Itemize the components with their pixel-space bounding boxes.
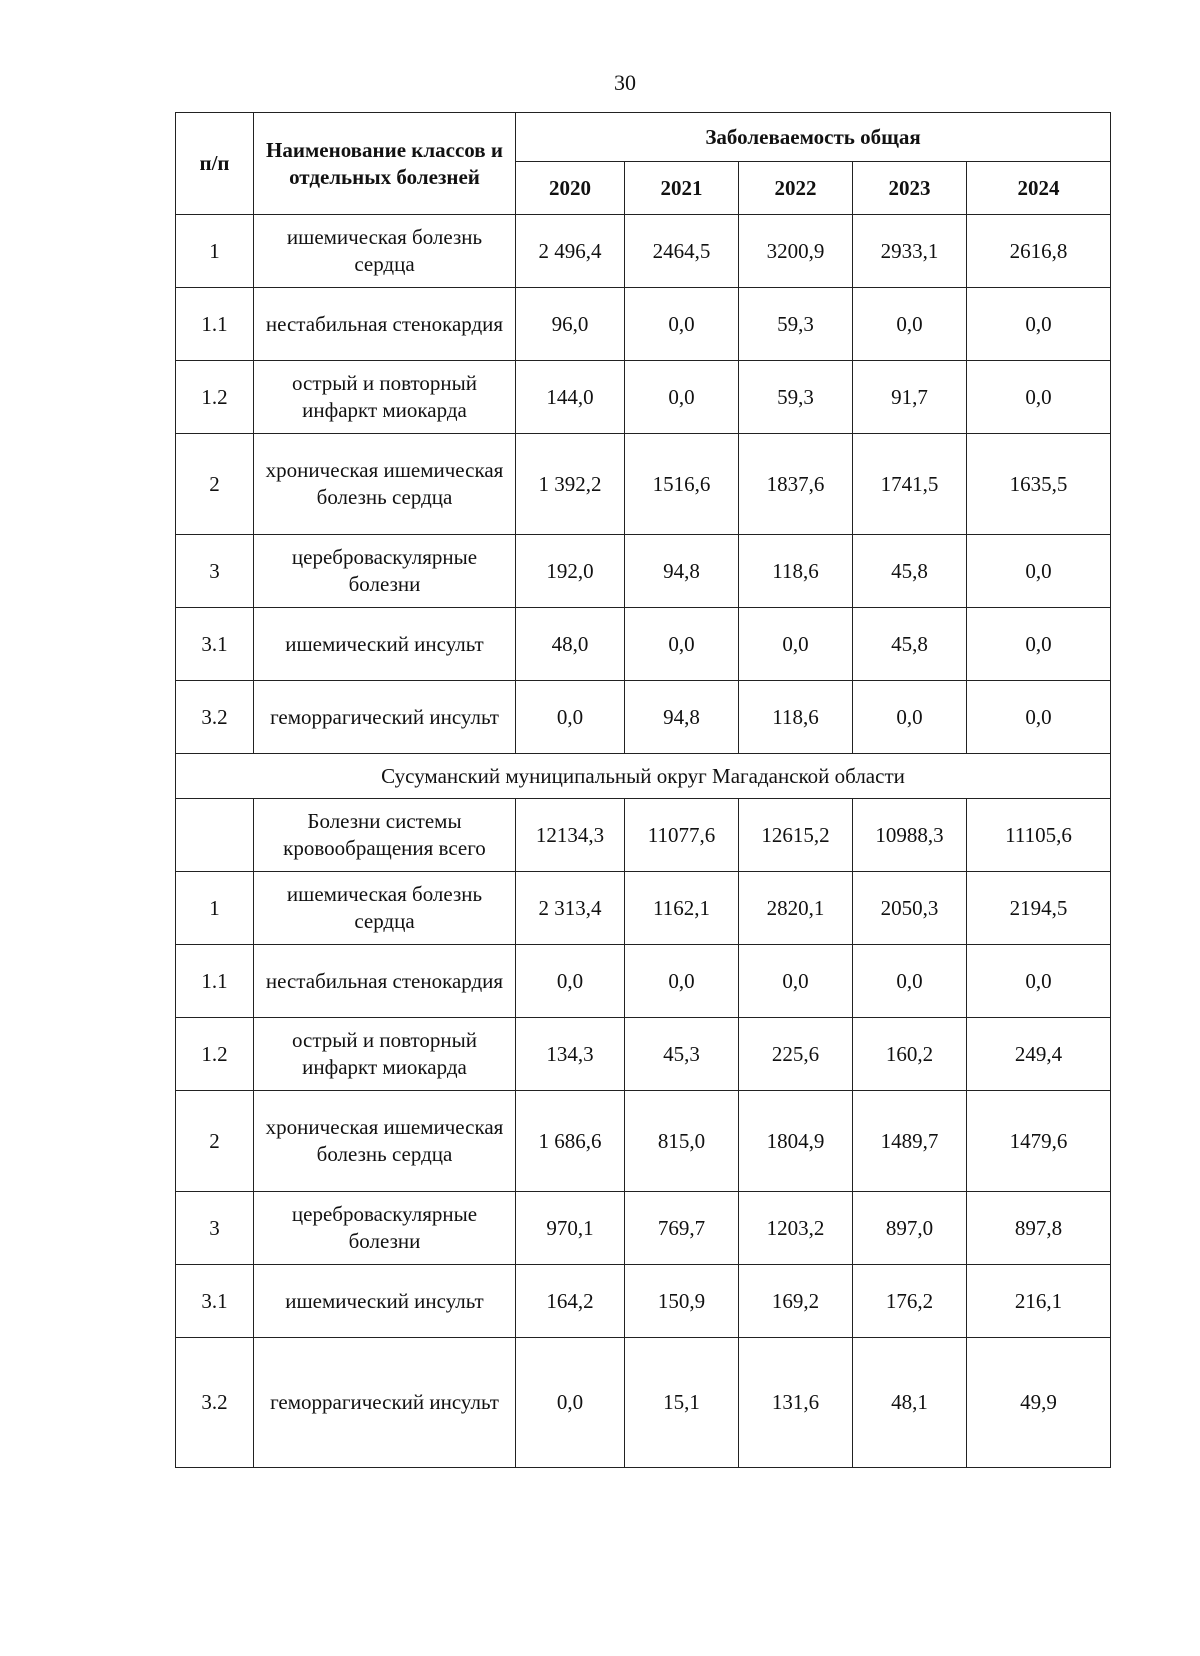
row-num: 1.2 xyxy=(176,1018,254,1091)
row-value: 769,7 xyxy=(625,1192,739,1265)
section-title: Сусуманский муниципальный округ Магаданской области xyxy=(176,754,1111,799)
header-year: 2023 xyxy=(853,162,967,215)
row-name: нестабильная стенокардия xyxy=(254,945,516,1018)
row-value: 150,9 xyxy=(625,1265,739,1338)
row-num xyxy=(176,799,254,872)
header-year: 2022 xyxy=(739,162,853,215)
row-num: 1.1 xyxy=(176,288,254,361)
table-row xyxy=(176,361,1111,434)
row-value: 0,0 xyxy=(853,288,967,361)
row-value: 176,2 xyxy=(853,1265,967,1338)
row-value: 0,0 xyxy=(967,681,1111,754)
row-value: 134,3 xyxy=(516,1018,625,1091)
row-name: ишемический инсульт xyxy=(254,1265,516,1338)
header-year: 2024 xyxy=(967,162,1111,215)
row-num: 3.1 xyxy=(176,608,254,681)
row-value: 1837,6 xyxy=(739,434,853,535)
header-group: Заболеваемость общая xyxy=(516,113,1111,162)
row-value: 0,0 xyxy=(516,681,625,754)
row-name: ишемический инсульт xyxy=(254,608,516,681)
row-value: 131,6 xyxy=(739,1338,853,1468)
row-value: 2933,1 xyxy=(853,215,967,288)
row-value: 1516,6 xyxy=(625,434,739,535)
row-value: 0,0 xyxy=(516,945,625,1018)
row-value: 1635,5 xyxy=(967,434,1111,535)
row-name: ишемическая болезнь сердца xyxy=(254,872,516,945)
table-row xyxy=(176,872,1111,945)
row-value: 0,0 xyxy=(625,608,739,681)
row-value: 815,0 xyxy=(625,1091,739,1192)
row-value: 1 392,2 xyxy=(516,434,625,535)
table-row xyxy=(176,681,1111,754)
row-value: 1804,9 xyxy=(739,1091,853,1192)
row-value: 0,0 xyxy=(967,361,1111,434)
header-name: Наименование классов и отдельных болезней xyxy=(254,113,516,215)
row-value: 45,8 xyxy=(853,608,967,681)
row-num: 3 xyxy=(176,1192,254,1265)
row-value: 94,8 xyxy=(625,535,739,608)
row-value: 48,1 xyxy=(853,1338,967,1468)
row-value: 59,3 xyxy=(739,361,853,434)
table-row xyxy=(176,945,1111,1018)
row-name: хроническая ишемическая болезнь сердца xyxy=(254,1091,516,1192)
row-value: 0,0 xyxy=(853,681,967,754)
header-year: 2020 xyxy=(516,162,625,215)
row-value: 45,8 xyxy=(853,535,967,608)
row-value: 0,0 xyxy=(967,288,1111,361)
row-value: 2464,5 xyxy=(625,215,739,288)
row-name: Болезни системы кровообращения всего xyxy=(254,799,516,872)
row-value: 169,2 xyxy=(739,1265,853,1338)
row-name: нестабильная стенокардия xyxy=(254,288,516,361)
header-year: 2021 xyxy=(625,162,739,215)
table-row xyxy=(176,1091,1111,1192)
row-value: 118,6 xyxy=(739,681,853,754)
table-row xyxy=(176,799,1111,872)
row-name: цереброваскулярные болезни xyxy=(254,535,516,608)
row-name: геморрагический инсульт xyxy=(254,681,516,754)
row-num: 1.1 xyxy=(176,945,254,1018)
row-num: 3.1 xyxy=(176,1265,254,1338)
row-value: 2194,5 xyxy=(967,872,1111,945)
row-value: 0,0 xyxy=(967,535,1111,608)
row-value: 897,8 xyxy=(967,1192,1111,1265)
row-name: цереброваскулярные болезни xyxy=(254,1192,516,1265)
row-value: 1162,1 xyxy=(625,872,739,945)
table-row xyxy=(176,215,1111,288)
row-value: 144,0 xyxy=(516,361,625,434)
row-num: 2 xyxy=(176,434,254,535)
row-value: 59,3 xyxy=(739,288,853,361)
row-num: 2 xyxy=(176,1091,254,1192)
row-num: 3.2 xyxy=(176,1338,254,1468)
table-row xyxy=(176,288,1111,361)
row-value: 0,0 xyxy=(625,361,739,434)
row-value: 0,0 xyxy=(625,945,739,1018)
row-value: 164,2 xyxy=(516,1265,625,1338)
row-value: 2 496,4 xyxy=(516,215,625,288)
row-value: 1741,5 xyxy=(853,434,967,535)
row-value: 249,4 xyxy=(967,1018,1111,1091)
row-value: 0,0 xyxy=(516,1338,625,1468)
row-num: 1.2 xyxy=(176,361,254,434)
header-num: п/п xyxy=(176,113,254,215)
row-value: 2616,8 xyxy=(967,215,1111,288)
table-row xyxy=(176,1265,1111,1338)
row-value: 91,7 xyxy=(853,361,967,434)
row-value: 45,3 xyxy=(625,1018,739,1091)
row-value: 15,1 xyxy=(625,1338,739,1468)
row-value: 48,0 xyxy=(516,608,625,681)
row-value: 0,0 xyxy=(739,608,853,681)
row-name: острый и повторный инфаркт миокарда xyxy=(254,1018,516,1091)
row-value: 96,0 xyxy=(516,288,625,361)
row-value: 192,0 xyxy=(516,535,625,608)
row-value: 118,6 xyxy=(739,535,853,608)
row-value: 10988,3 xyxy=(853,799,967,872)
row-value: 1479,6 xyxy=(967,1091,1111,1192)
section-row xyxy=(176,754,1111,799)
table-row xyxy=(176,608,1111,681)
row-value: 1203,2 xyxy=(739,1192,853,1265)
row-value: 1489,7 xyxy=(853,1091,967,1192)
row-name: острый и повторный инфаркт миокарда xyxy=(254,361,516,434)
row-value: 3200,9 xyxy=(739,215,853,288)
table-row xyxy=(176,1338,1111,1468)
row-value: 94,8 xyxy=(625,681,739,754)
row-num: 3 xyxy=(176,535,254,608)
row-value: 225,6 xyxy=(739,1018,853,1091)
row-name: геморрагический инсульт xyxy=(254,1338,516,1468)
row-num: 1 xyxy=(176,872,254,945)
row-value: 49,9 xyxy=(967,1338,1111,1468)
row-value: 897,0 xyxy=(853,1192,967,1265)
table-row xyxy=(176,1018,1111,1091)
row-name: ишемическая болезнь сердца xyxy=(254,215,516,288)
row-value: 0,0 xyxy=(853,945,967,1018)
row-value: 12134,3 xyxy=(516,799,625,872)
row-name: хроническая ишемическая болезнь сердца xyxy=(254,434,516,535)
header-row xyxy=(176,113,1111,162)
row-value: 11077,6 xyxy=(625,799,739,872)
row-value: 0,0 xyxy=(967,945,1111,1018)
row-value: 2820,1 xyxy=(739,872,853,945)
morbidity-table xyxy=(175,112,1111,1468)
row-value: 160,2 xyxy=(853,1018,967,1091)
page-number: 30 xyxy=(614,70,636,95)
row-value: 12615,2 xyxy=(739,799,853,872)
row-num: 3.2 xyxy=(176,681,254,754)
table-row xyxy=(176,535,1111,608)
row-num: 1 xyxy=(176,215,254,288)
row-value: 2 313,4 xyxy=(516,872,625,945)
row-value: 11105,6 xyxy=(967,799,1111,872)
row-value: 1 686,6 xyxy=(516,1091,625,1192)
row-value: 0,0 xyxy=(739,945,853,1018)
row-value: 0,0 xyxy=(625,288,739,361)
row-value: 970,1 xyxy=(516,1192,625,1265)
row-value: 0,0 xyxy=(967,608,1111,681)
table-row xyxy=(176,1192,1111,1265)
row-value: 2050,3 xyxy=(853,872,967,945)
row-value: 216,1 xyxy=(967,1265,1111,1338)
table-row xyxy=(176,434,1111,535)
